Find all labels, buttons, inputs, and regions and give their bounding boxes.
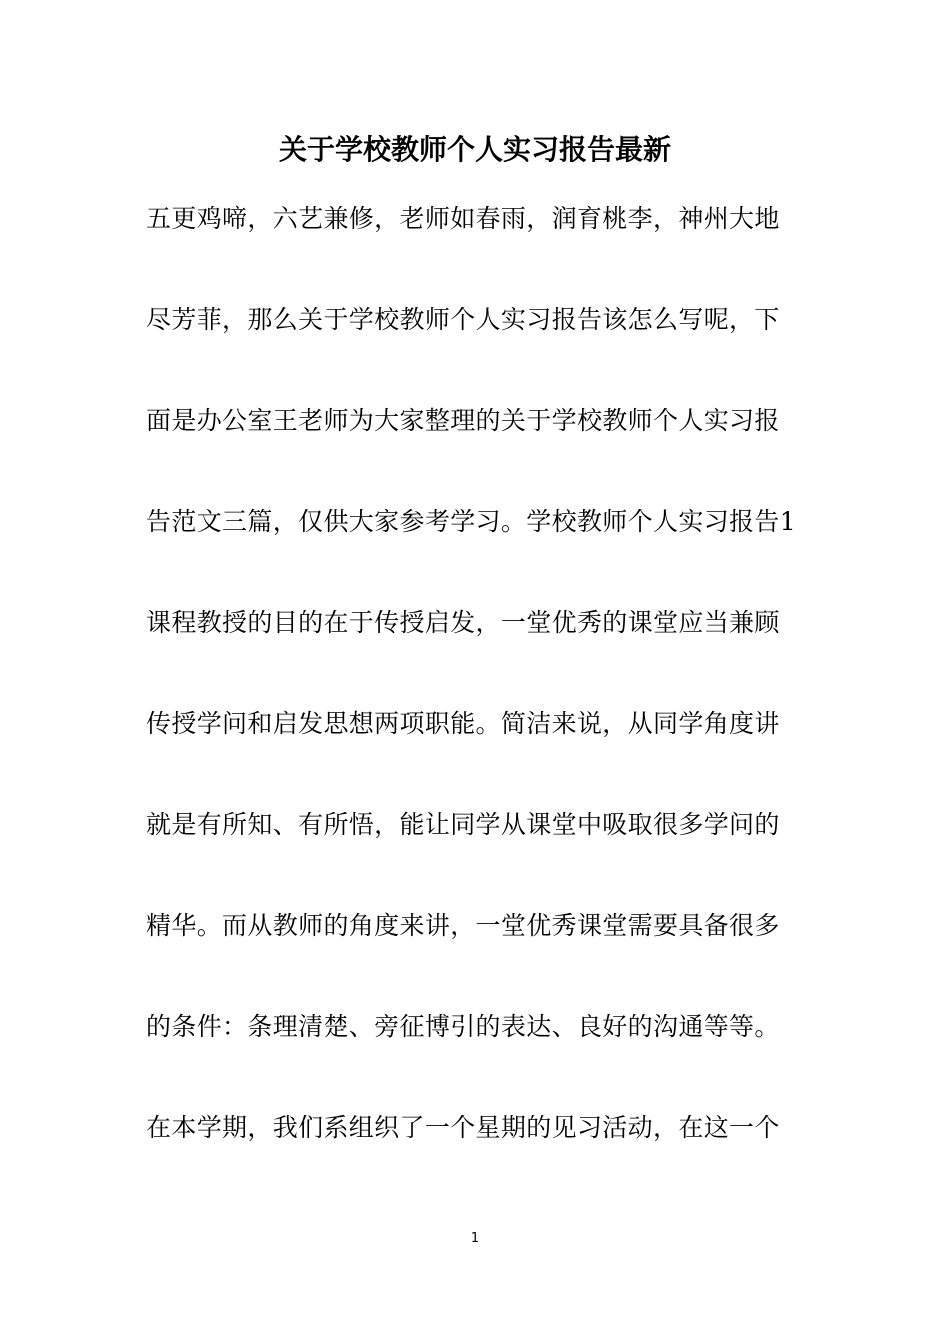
text-line: 在本学期，我们系组织了一个星期的见习活动，在这一个: [146, 1113, 780, 1142]
text-line: 就是有所知、有所悟，能让同学从课堂中吸取很多学问的: [146, 810, 780, 839]
text-line: 传授学问和启发思想两项职能。简洁来说，从同学角度讲: [146, 709, 780, 738]
text-line: 面是办公室王老师为大家整理的关于学校教师个人实习报: [146, 406, 780, 435]
text-line: 精华。而从教师的角度来讲，一堂优秀课堂需要具备很多: [146, 911, 780, 940]
page-number: 1: [470, 1231, 480, 1246]
text-line: 尽芳菲，那么关于学校教师个人实习报告该怎么写呢，下: [146, 305, 780, 334]
text-line: 的条件：条理清楚、旁征博引的表达、良好的沟通等等。: [146, 1012, 780, 1041]
text-line: 五更鸡啼，六艺兼修，老师如春雨，润育桃李，神州大地: [146, 204, 780, 233]
document-title: 关于学校教师个人实习报告最新: [278, 133, 671, 166]
body-text: [146, 196, 816, 1206]
text-line: 告范文三篇，仅供大家参考学习。学校教师个人实习报告1: [146, 507, 797, 536]
text-line: 课程教授的目的在于传授启发，一堂优秀的课堂应当兼顾: [146, 608, 780, 637]
